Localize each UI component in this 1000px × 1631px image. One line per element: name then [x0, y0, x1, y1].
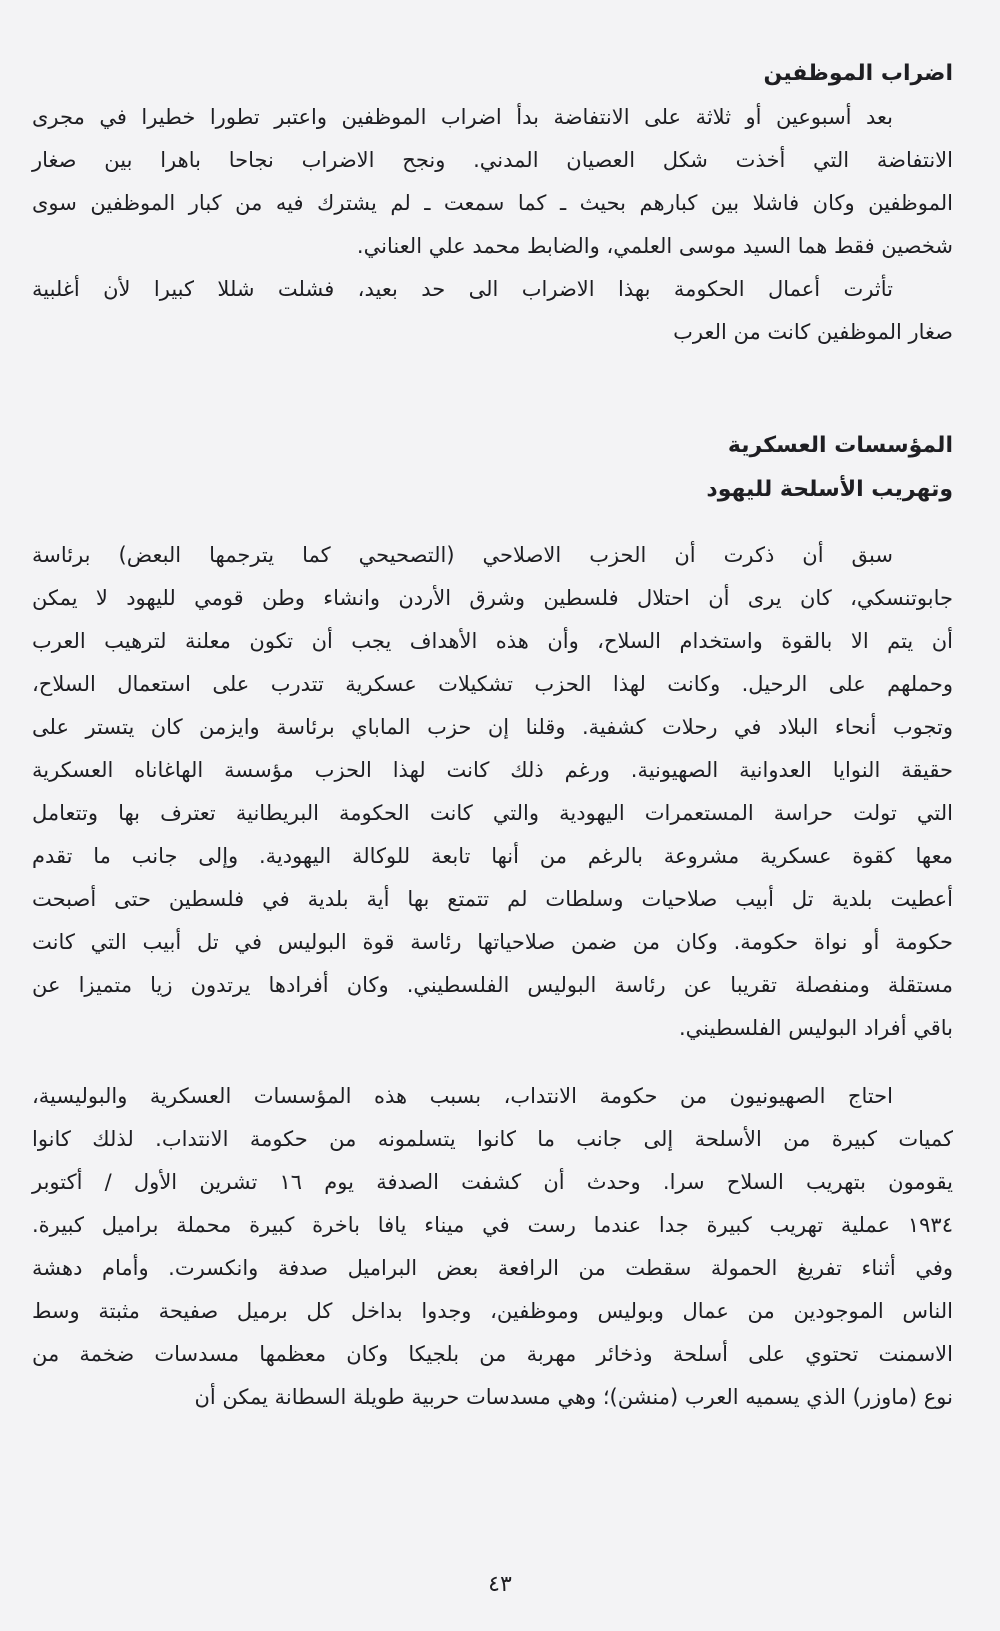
book-page [32, 52, 953, 1419]
paragraph-line: معها كقوة عسكرية مشروعة بالرغم من أنها تابعة للوكالة اليهودية. وإلى جانب ما تقدم [32, 844, 953, 868]
section-strike-body [32, 96, 953, 354]
paragraph-line: وحملهم على الرحيل. وكانت لهذا الحزب تشكيلات عسكرية تتدرب على استعمال السلاح، [32, 672, 953, 696]
paragraph-line: بعد أسبوعين أو ثلاثة على الانتفاضة بدأ اضراب الموظفين واعتبر تطورا خطيرا في مجرى [32, 105, 893, 129]
paragraph-line: مستقلة ومنفصلة تقريبا عن رئاسة البوليس الفلسطيني. وكان أفرادها يرتدون زيا متميزا عن [32, 973, 953, 997]
paragraph-line: ١٩٣٤ عملية تهريب كبيرة جدا عندما رست في ميناء يافا باخرة كبيرة محملة براميل كبيرة. [32, 1213, 953, 1237]
paragraph-line: كميات كبيرة من الأسلحة إلى جانب ما كانوا يتسلمونه من حكومة الانتداب. لذلك كانوا [32, 1127, 953, 1151]
paragraph-line: يقومون بتهريب السلاح سرا. وحدث أن كشفت الصدفة يوم ١٦ تشرين الأول / أكتوبر [32, 1170, 953, 1194]
paragraph-line: أعطيت بلدية تل أبيب صلاحيات وسلطات لم تتمتع بها أية بلدية في فلسطين حتى أصبحت [32, 887, 953, 911]
section-heading-military: المؤسسات العسكرية [727, 433, 953, 458]
paragraph-line: حقيقة النوايا العدوانية الصهيونية. ورغم ذلك كانت لهذا الحزب مؤسسة الهاغاناه العسكرية [32, 758, 953, 782]
paragraph-line: احتاج الصهيونيون من حكومة الانتداب، بسبب هذه المؤسسات العسكرية والبوليسية، [32, 1084, 893, 1108]
paragraph-line: الموظفين وكان فاشلا بين كبارهم بحيث ـ كما سمعت ـ لم يشترك فيه من كبار الموظفين سوى [32, 191, 953, 215]
paragraph-line: جابوتنسكي، كان يرى أن احتلال فلسطين وشرق الأردن وانشاء وطن قومي لليهود لا يمكن [32, 586, 953, 610]
paragraph-line: أن يتم الا بالقوة واستخدام السلاح، وأن هذه الأهداف يجب أن تكون معلنة لترهيب العرب [32, 629, 953, 653]
section-military-body [32, 534, 953, 1419]
paragraph-line: تأثرت أعمال الحكومة بهذا الاضراب الى حد بعيد، فشلت شللا كبيرا لأن أغلبية [32, 277, 893, 301]
section-heading-strike: اضراب الموظفين [763, 61, 953, 86]
paragraph-line: صغار الموظفين كانت من العرب [673, 320, 953, 344]
paragraph-line: الناس الموجودين من عمال وبوليس وموظفين، وجدوا بداخل كل برميل صفيحة مثبتة وسط [32, 1299, 953, 1323]
paragraph-line: سبق أن ذكرت أن الحزب الاصلاحي (التصحيحي كما يترجمها البعض) برئاسة [32, 543, 893, 567]
paragraph-line: الاسمنت تحتوي على أسلحة وذخائر مهربة من بلجيكا وكان معظمها مسدسات ضخمة من [32, 1342, 953, 1366]
paragraph-line: الانتفاضة التي أخذت شكل العصيان المدني. ونجح الاضراب نجاحا باهرا بين صغار [32, 148, 953, 172]
paragraph-line: شخصين فقط هما السيد موسى العلمي، والضابط محمد علي العناني. [356, 234, 953, 258]
paragraph-line: وتجوب أنحاء البلاد في رحلات كشفية. وقلنا إن حزب الماباي برئاسة وايزمن كان يتستر على [32, 715, 953, 739]
page-number: ٤٣ [488, 1572, 512, 1597]
paragraph-line: نوع (ماوزر) الذي يسميه العرب (منشن)؛ وهي مسدسات حربية طويلة السطانة يمكن أن [194, 1385, 953, 1409]
section-heading-smuggling: وتهريب الأسلحة لليهود [706, 477, 953, 502]
paragraph-line: وفي أثناء تفريغ الحمولة سقطت من الرافعة بعض البراميل صدفة وانكسرت. وأمام دهشة [32, 1256, 953, 1280]
paragraph-line: باقي أفراد البوليس الفلسطيني. [678, 1016, 953, 1040]
paragraph-line: التي تولت حراسة المستعمرات اليهودية والتي كانت الحكومة البريطانية تعترف بها وتتعامل [32, 801, 953, 825]
paragraph-line: حكومة أو نواة حكومة. وكان من ضمن صلاحياتها رئاسة قوة البوليس في تل أبيب التي كانت [32, 930, 953, 954]
